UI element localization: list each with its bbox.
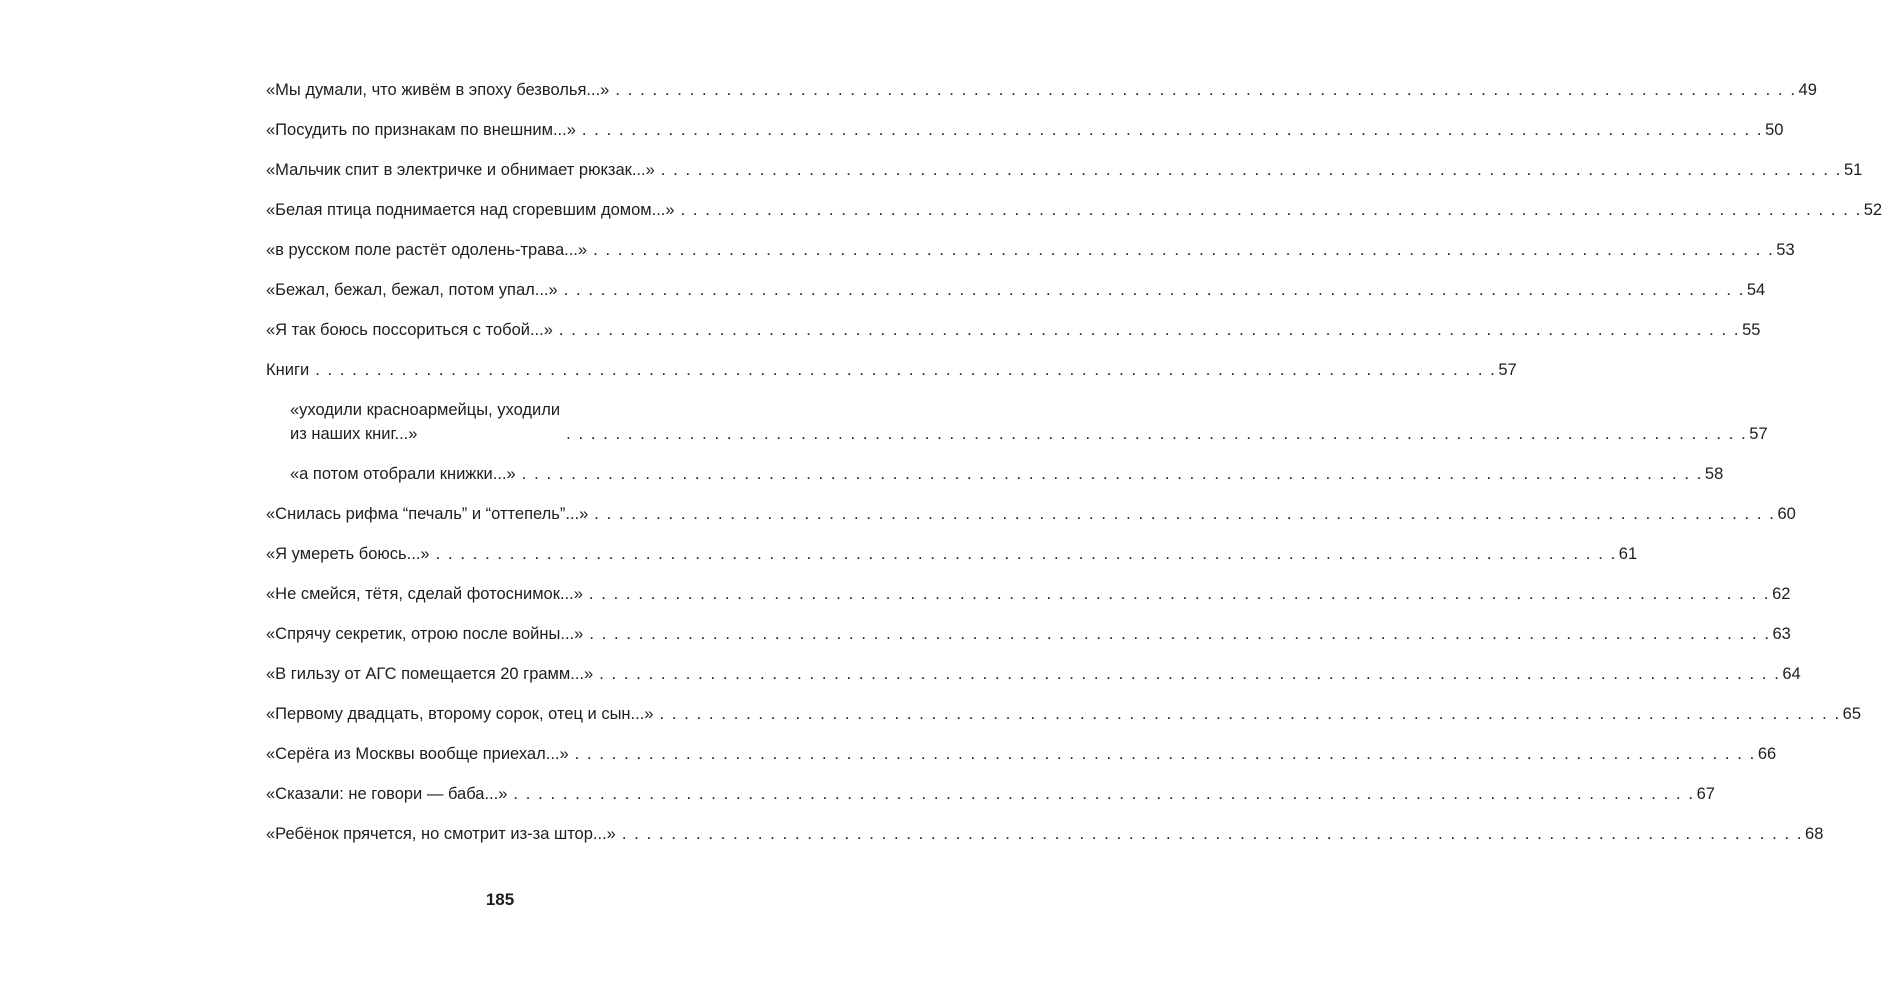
toc-entry-title: «Сказали: не говори — баба...» — [266, 785, 508, 803]
toc-leader-dots: . . . . . . . . . . . . . . . . . . . . . . . . . . . . . . . . . . . . . . . . . . . . . . . . . . . . . . . . . . . . . . . . . . . . . . . . . . . . . . . . . . . . . . . . . . . . . . . . — [581, 121, 1764, 139]
toc-entry-title: «Спрячу секретик, отрою после войны...» — [266, 625, 584, 643]
toc-entry[interactable] — [266, 742, 1777, 766]
toc-entry[interactable] — [266, 78, 1817, 102]
toc-leader-dots: . . . . . . . . . . . . . . . . . . . . . . . . . . . . . . . . . . . . . . . . . . . . . . . . . . . . . . . . . . . . . . . . . . . . . . . . . . . . . . . . . . . . . . . . . . . . . . . . — [599, 665, 1781, 683]
toc-entry-title: «Мальчик спит в электричке и обнимает рюкзак...» — [266, 161, 655, 179]
toc-section-books[interactable] — [266, 358, 1517, 382]
toc-leader-dots: . . . . . . . . . . . . . . . . . . . . . . . . . . . . . . . . . . . . . . . . . . . . . . . . . . . . . . . . . . . . . . . . . . . . . . . . . . . . . . . . . . . . . . . . . . . . . . . . — [593, 241, 1775, 259]
table-of-contents — [266, 78, 1882, 862]
toc-entry[interactable] — [266, 702, 1862, 726]
toc-subentry[interactable] — [266, 462, 1724, 486]
toc-entry-title: «Серёга из Москвы вообще приехал...» — [266, 745, 569, 763]
toc-leader-dots: . . . . . . . . . . . . . . . . . . . . . . . . . . . . . . . . . . . . . . . . . . . . . . . . . . . . . . . . . . . . . . . . . . . . . . . . . . . . . . . . . . . . . . . . . . . . . . . . — [621, 825, 1804, 843]
toc-entry-title: «В гильзу от АГС помещается 20 грамм...» — [266, 665, 594, 683]
toc-entry[interactable] — [266, 118, 1784, 142]
toc-entry-page: 49 — [1798, 81, 1817, 99]
toc-entry[interactable] — [266, 158, 1863, 182]
toc-entry-page: 55 — [1742, 321, 1761, 339]
toc-leader-dots: . . . . . . . . . . . . . . . . . . . . . . . . . . . . . . . . . . . . . . . . . . . . . . . . . . . . . . . . . . . . . . . . . . . . . . . . . . . . . . . . . . . . . . . . . . . . . . . . — [589, 625, 1771, 643]
toc-entry-page: 50 — [1765, 121, 1784, 139]
toc-entry[interactable] — [266, 782, 1715, 806]
toc-entry[interactable] — [266, 278, 1766, 302]
toc-entry-page: 51 — [1843, 161, 1863, 179]
toc-entry-page: 57 — [1498, 361, 1517, 379]
toc-entry[interactable] — [266, 622, 1791, 646]
toc-subentry[interactable] — [266, 398, 1768, 446]
toc-entry-page: 52 — [1863, 201, 1882, 219]
toc-entry-page: 62 — [1772, 585, 1791, 603]
toc-leader-dots: . . . . . . . . . . . . . . . . . . . . . . . . . . . . . . . . . . . . . . . . . . . . . . . . . . . . . . . . . . . . . . . . . . . . . . . . . . . . . . . . . . . . . . . . . . . . . . . . — [659, 705, 1841, 723]
toc-leader-dots: . . . . . . . . . . . . . . . . . . . . . . . . . . . . . . . . . . . . . . . . . . . . . . . . . . . . . . . . . . . . . . . . . . . . . . . . . . . . . . . . . . . . . . . . . . . . . . . . — [566, 425, 1748, 443]
toc-entry-page: 60 — [1777, 505, 1796, 523]
toc-entry-page: 67 — [1696, 785, 1715, 803]
toc-leader-dots: . . . . . . . . . . . . . . . . . . . . . . . . . . . . . . . . . . . . . . . . . . . . . . . . . . . . . . . . . . . . . . . . . . . . . . . . . . . . . . . . . . . . . . . . . . . . . . . . — [521, 465, 1703, 483]
toc-entry[interactable] — [266, 198, 1882, 222]
toc-entry-title — [290, 398, 560, 446]
toc-entry[interactable] — [266, 542, 1638, 566]
toc-entry[interactable] — [266, 582, 1791, 606]
toc-entry-title: «Мы думали, что живём в эпоху безволья...» — [266, 81, 610, 99]
toc-entry-title: «Я так боюсь поссориться с тобой...» — [266, 321, 553, 339]
toc-leader-dots: . . . . . . . . . . . . . . . . . . . . . . . . . . . . . . . . . . . . . . . . . . . . . . . . . . . . . . . . . . . . . . . . . . . . . . . . . . . . . . . . . . . . . . . . . . . . . . . . — [513, 785, 1695, 803]
toc-entry[interactable] — [266, 502, 1796, 526]
toc-entry-page: 63 — [1772, 625, 1791, 643]
toc-entry-page: 57 — [1749, 425, 1768, 443]
toc-leader-dots: . . . . . . . . . . . . . . . . . . . . . . . . . . . . . . . . . . . . . . . . . . . . . . . . . . . . . . . . . . . . . . . . . . . . . . . . . . . . . . . . . . . . . . . . . . . . . . . . — [680, 201, 1862, 219]
toc-entry-page: 58 — [1704, 465, 1724, 483]
toc-entry-page: 68 — [1805, 825, 1824, 843]
toc-entry-page: 61 — [1618, 545, 1638, 563]
toc-leader-dots: . . . . . . . . . . . . . . . . . . . . . . . . . . . . . . . . . . . . . . . . . . . . . . . . . . . . . . . . . . . . . . . . . . . . . . . . . . . . . . . . . . . . . . . . . . . . . . . . — [660, 161, 1842, 179]
toc-entry[interactable] — [266, 238, 1795, 262]
toc-entry-title: «Посудить по признакам по внешним...» — [266, 121, 576, 139]
toc-leader-dots: . . . . . . . . . . . . . . . . . . . . . . . . . . . . . . . . . . . . . . . . . . . . . . . . . . . . . . . . . . . . . . . . . . . . . . . . . . . . . . . . . . . . . . . . . . . . . . . . — [594, 505, 1776, 523]
toc-entry-title: «Бежал, бежал, бежал, потом упал...» — [266, 281, 558, 299]
toc-leader-dots: . . . . . . . . . . . . . . . . . . . . . . . . . . . . . . . . . . . . . . . . . . . . . . . . . . . . . . . . . . . . . . . . . . . . . . . . . . . . . . . . . . . . . . . . . . . . . . . . — [558, 321, 1741, 339]
page-number: 185 — [485, 890, 515, 909]
toc-entry-title: Книги — [266, 361, 310, 379]
toc-entry-page: 53 — [1776, 241, 1795, 259]
toc-leader-dots: . . . . . . . . . . . . . . . . . . . . . . . . . . . . . . . . . . . . . . . . . . . . . . . . . . . . . . . . . . . . . . . . . . . . . . . . . . . . . . . . . . . . . . . . . . . . . . . . — [588, 585, 1771, 603]
toc-entry-title: «Снилась рифма “печаль” и “оттепель”...» — [266, 505, 589, 523]
toc-entry-title: «Первому двадцать, второму сорок, отец и сын...» — [266, 705, 654, 723]
toc-entry-title: «в русском поле растёт одолень-трава...» — [266, 241, 588, 259]
toc-leader-dots: . . . . . . . . . . . . . . . . . . . . . . . . . . . . . . . . . . . . . . . . . . . . . . . . . . . . . . . . . . . . . . . . . . . . . . . . . . . . . . . . . . . . . . . . . . . . . . . . — [315, 361, 1497, 379]
toc-entry[interactable] — [266, 822, 1824, 846]
toc-entry-page: 66 — [1757, 745, 1777, 763]
toc-leader-dots: . . . . . . . . . . . . . . . . . . . . . . . . . . . . . . . . . . . . . . . . . . . . . . . . . . . . . . . . . . . . . . . . . . . . . . . . . . . . . . . . . . . . . . . . . . . . . . . . — [615, 81, 1797, 99]
toc-entry-page: 65 — [1842, 705, 1862, 723]
toc-entry-title: «Я умереть боюсь...» — [266, 545, 430, 563]
toc-leader-dots: . . . . . . . . . . . . . . . . . . . . . . . . . . . . . . . . . . . . . . . . . . . . . . . . . . . . . . . . . . . . . . . . . . . . . . . . . . . . . . . . . . . . . . . . . . . . . . . . — [563, 281, 1745, 299]
toc-entry-page: 54 — [1746, 281, 1766, 299]
toc-entry-title: «Не смейся, тётя, сделай фотоснимок...» — [266, 585, 583, 603]
toc-entry[interactable] — [266, 662, 1801, 686]
toc-entry-title: «Белая птица поднимается над сгоревшим домом...» — [266, 201, 675, 219]
toc-entry[interactable] — [266, 318, 1761, 342]
toc-leader-dots: . . . . . . . . . . . . . . . . . . . . . . . . . . . . . . . . . . . . . . . . . . . . . . . . . . . . . . . . . . . . . . . . . . . . . . . . . . . . . . . . . . . . . . . . . . . . . . . . — [574, 745, 1756, 763]
toc-leader-dots: . . . . . . . . . . . . . . . . . . . . . . . . . . . . . . . . . . . . . . . . . . . . . . . . . . . . . . . . . . . . . . . . . . . . . . . . . . . . . . . . . . . . . . . . . . . . . . . . — [435, 545, 1617, 563]
toc-entry-title-line2: из наших книг...» — [290, 425, 418, 443]
toc-entry-title: «а потом отобрали книжки...» — [290, 465, 516, 483]
toc-entry-title: «Ребёнок прячется, но смотрит из-за штор...» — [266, 825, 616, 843]
toc-entry-page: 64 — [1782, 665, 1801, 683]
toc-entry-title-line1: «уходили красноармейцы, уходили — [290, 401, 561, 419]
